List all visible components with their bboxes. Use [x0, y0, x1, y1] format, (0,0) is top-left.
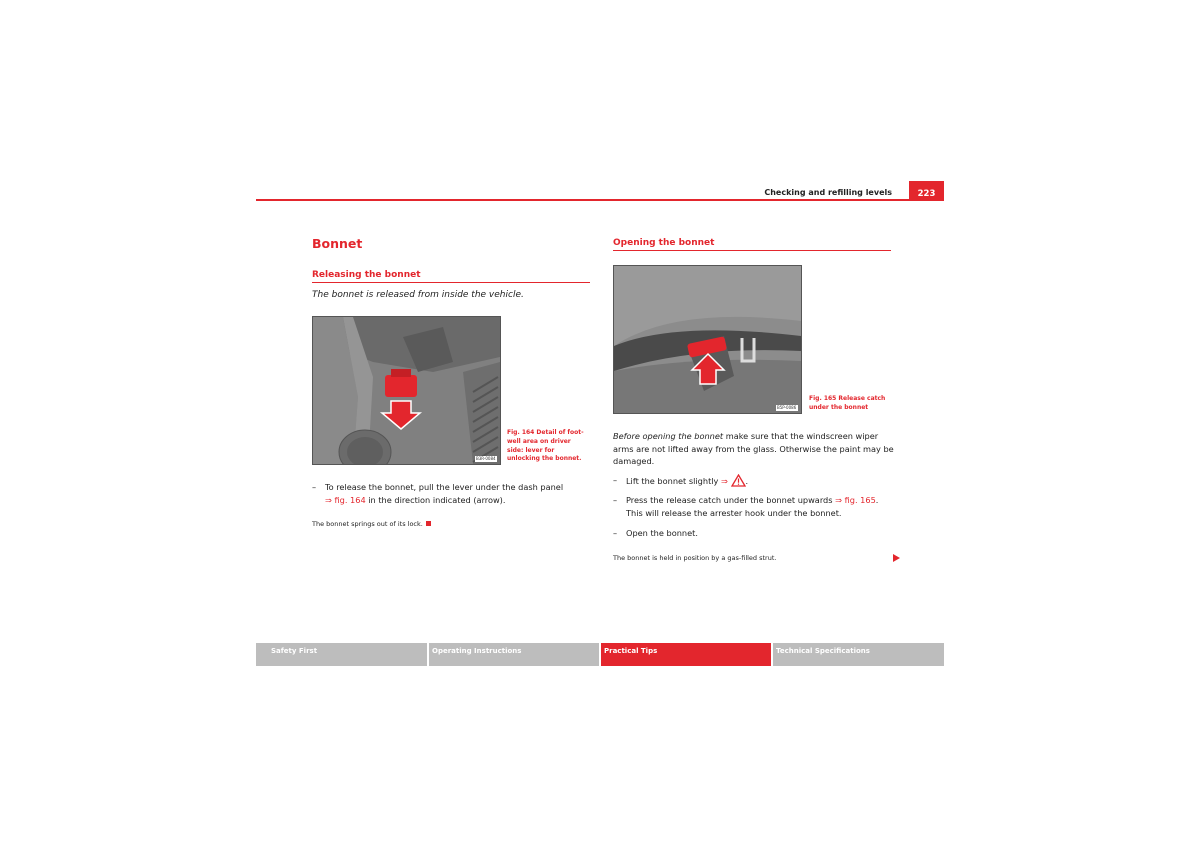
figure-164-caption: Fig. 164 Detail of foot-well area on driver side: lever for unlocking the bonnet. — [507, 429, 584, 463]
note-bonnet-springs — [312, 520, 431, 528]
step-dash: – — [613, 475, 618, 485]
running-title: Checking and refilling levels — [764, 188, 892, 197]
tab-label: Safety First — [271, 647, 318, 655]
tab-label: Technical Specifications — [776, 647, 870, 655]
paragraph-before-opening — [613, 430, 898, 468]
figure-code: B3R-0084 — [476, 456, 496, 461]
figure-164-footwell — [312, 316, 501, 465]
step-dash: – — [613, 528, 618, 538]
step-text: Lift the bonnet slightly — [626, 476, 719, 486]
warning-reference-link[interactable]: ⇒ — [721, 476, 728, 486]
step-text-continued: in the direction indicated (arrow). — [368, 494, 506, 505]
para-text: make sure that the windscreen wiper arms are not lifted away from the glass. Otherwise the paint may be damaged. — [613, 431, 894, 466]
tab-technical-specifications[interactable] — [773, 643, 944, 666]
warning-triangle-icon[interactable] — [731, 474, 746, 487]
tab-label: Operating Instructions — [432, 647, 522, 655]
intro-text: The bonnet is released from inside the vehicle. — [312, 290, 524, 300]
section-title: Bonnet — [312, 236, 363, 251]
tab-operating-instructions[interactable] — [429, 643, 599, 666]
note-gas-strut: The bonnet is held in position by a gas-filled strut. — [613, 554, 777, 562]
figure-165-release-catch — [613, 265, 802, 414]
step-lift-bonnet: – Lift the bonnet slightly ⇒ . — [613, 475, 749, 486]
figure-165-caption: Fig. 165 Release catch under the bonnet — [809, 395, 886, 411]
subhead-releasing-bonnet: Releasing the bonnet — [312, 270, 590, 283]
step-text: To release the bonnet, pull the lever under the dash panel — [325, 482, 564, 492]
header-rule — [256, 199, 944, 201]
step-dash: – — [613, 495, 618, 505]
tab-label: Practical Tips — [604, 647, 658, 655]
subhead-opening-bonnet: Opening the bonnet — [613, 238, 891, 251]
page-number: 223 — [909, 181, 944, 201]
note-text: The bonnet springs out of its lock. — [312, 520, 423, 528]
para-italic-lead: Before opening the bonnet — [613, 431, 724, 441]
figure-reference-link[interactable]: ⇒ fig. 164 — [325, 494, 366, 505]
step-release-bonnet — [312, 481, 597, 506]
end-of-section-icon — [426, 521, 431, 526]
tab-practical-tips[interactable] — [601, 643, 771, 666]
step-press-release-catch: – Press the release catch under the bonnet upwards ⇒ fig. 165. This will release the arrester hook under the bonnet. — [613, 495, 879, 518]
step-open-bonnet — [613, 527, 898, 540]
step-text: Open the bonnet. — [626, 528, 698, 538]
step-dash: – — [312, 482, 317, 492]
figure-reference-link[interactable]: ⇒ fig. 165 — [835, 495, 876, 505]
step-text: Press the release catch under the bonnet upwards — [626, 495, 833, 505]
figure-code: B5P-0086 — [777, 405, 797, 410]
continue-arrow-icon — [893, 554, 900, 562]
step-text-continued: This will release the arrester hook under the bonnet. — [626, 507, 842, 518]
tab-safety-first[interactable] — [256, 643, 427, 666]
